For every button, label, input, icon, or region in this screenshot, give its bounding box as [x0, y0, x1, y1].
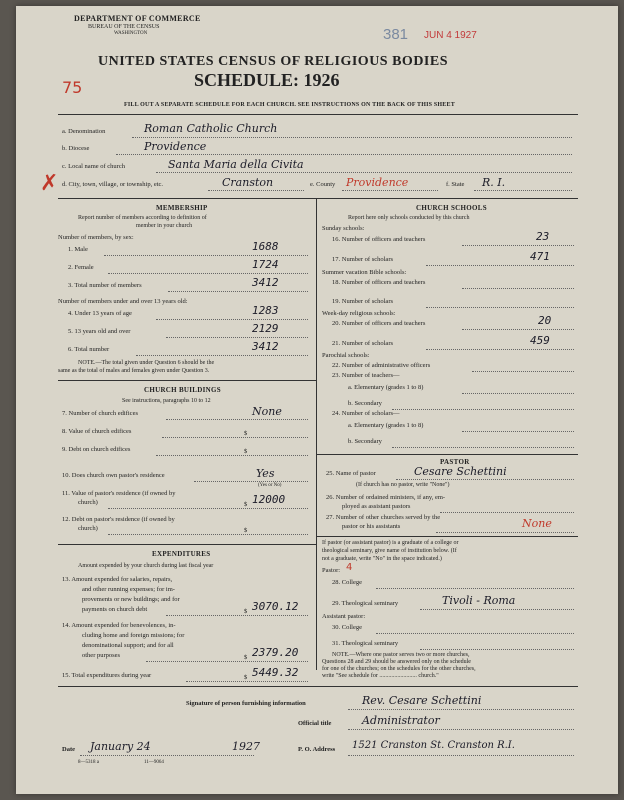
- q27-value[interactable]: None: [522, 517, 552, 530]
- q27-line: [436, 532, 574, 533]
- q7-value[interactable]: None: [252, 405, 282, 418]
- form-number: 8—5318 a: [78, 760, 99, 765]
- q15-value[interactable]: 5449.32: [252, 666, 299, 679]
- column-divider: [316, 198, 317, 670]
- q2-label: 2. Female: [68, 264, 94, 271]
- q15-line: [186, 681, 308, 682]
- membership-note1: NOTE.—The total given under Question 6 should be the: [78, 360, 215, 366]
- q15-label: 15. Total expenditures during year: [62, 672, 152, 679]
- q25-line: [396, 479, 574, 480]
- q26-line: [440, 512, 574, 513]
- pastor-note2: Questions 28 and 29 should be answered only on the schedule: [322, 659, 471, 665]
- local-name-label: c. Local name of church: [62, 163, 125, 170]
- diocese-label: b. Diocese: [62, 145, 90, 152]
- pastor-mark: 4: [346, 562, 353, 573]
- q4-line: [156, 319, 308, 320]
- divider: [58, 198, 578, 199]
- q1-line: [104, 255, 308, 256]
- q30-line: [376, 633, 574, 634]
- q18-line: [462, 288, 574, 289]
- received-date-stamp: JUN 4 1927: [424, 30, 477, 41]
- membership-note2: same as the total of males and females given under Question 3.: [58, 368, 210, 374]
- date-label: Date: [62, 746, 75, 753]
- divider: [58, 544, 316, 545]
- q13-value[interactable]: 3070.12: [252, 600, 299, 613]
- pastor-note1: NOTE.—Where one pastor serves two or more churches,: [332, 652, 470, 658]
- q14-label-a: 14. Amount expended for benevolences, in-: [62, 622, 176, 629]
- q29-line: [420, 609, 574, 610]
- q2-line: [108, 273, 308, 274]
- q1-label: 1. Male: [68, 246, 88, 253]
- q5-line: [166, 337, 308, 338]
- divider: [316, 536, 578, 537]
- q24-label: 24. Number of scholars—: [332, 410, 400, 417]
- q20-label: 20. Number of officers and teachers: [332, 320, 426, 327]
- q24b-line: [392, 447, 574, 448]
- date-line: [80, 755, 254, 756]
- q2-value[interactable]: 1724: [252, 258, 279, 271]
- q7-line: [166, 419, 308, 420]
- official-title-line: [348, 729, 574, 730]
- sunday-label: Sunday schools:: [322, 225, 365, 232]
- q6-label: 6. Total number: [68, 346, 110, 353]
- q22-line: [472, 371, 574, 372]
- state-value[interactable]: R. I.: [482, 176, 506, 189]
- stamp-number: 381: [383, 26, 409, 43]
- bureau-header: BUREAU OF THE CENSUS: [88, 24, 160, 30]
- q12-line: [108, 534, 308, 535]
- date-value[interactable]: January 24: [90, 740, 151, 753]
- q19-label: 19. Number of scholars: [332, 298, 394, 305]
- q14-label-d: other purposes: [82, 652, 121, 659]
- q11-value[interactable]: 12000: [252, 493, 286, 506]
- local-name-value[interactable]: Santa Maria della Civita: [168, 158, 304, 171]
- diocese-line: [116, 154, 572, 155]
- q13-label-a: 13. Amount expended for salaries, repairs,: [62, 576, 173, 583]
- graduate-note3: not a graduate, write "No" in the space indicated.): [322, 556, 442, 562]
- weekday-label: Week-day religious schools:: [322, 310, 396, 317]
- q20-line: [462, 329, 574, 330]
- divider: [58, 380, 316, 381]
- q31-label: 31. Theological seminary: [332, 640, 399, 647]
- county-label: e. County: [310, 181, 336, 188]
- graduate-note2: theological seminary, give name of institution below. (If: [322, 548, 457, 554]
- q3-label: 3. Total number of members: [68, 282, 142, 289]
- q10-label: 10. Does church own pastor's residence: [62, 472, 165, 479]
- q24b-label: b. Secondary: [348, 438, 382, 445]
- q16-value[interactable]: 23: [536, 230, 550, 243]
- margin-mark: 75: [62, 78, 83, 97]
- q17-label: 17. Number of scholars: [332, 256, 394, 263]
- city-label: d. City, town, village, or township, etc.: [62, 181, 164, 188]
- q12-label-b: church): [78, 525, 98, 532]
- dollar-sign: $: [244, 674, 248, 681]
- q27-label-b: pastor or his assistants: [342, 523, 401, 530]
- q6-line: [136, 355, 308, 356]
- q25-label: 25. Name of pastor: [326, 470, 376, 477]
- yes-no-hint: (Yes or No): [258, 483, 282, 488]
- q9-label: 9. Debt on church edifices: [62, 446, 131, 453]
- official-title-label: Official title: [298, 720, 332, 727]
- parochial-label: Parochial schools:: [322, 352, 370, 359]
- q14-value[interactable]: 2379.20: [252, 646, 299, 659]
- by-sex-label: Number of members, by sex:: [58, 234, 134, 241]
- divider: [316, 454, 578, 455]
- dollar-sign: $: [244, 654, 248, 661]
- q28-line: [376, 588, 574, 589]
- q16-line: [462, 245, 574, 246]
- q26-label-b: ployed as assistant pastors: [342, 503, 411, 510]
- q11-label-a: 11. Value of pastor's residence (if owned by: [62, 490, 176, 497]
- q23b-label: b. Secondary: [348, 400, 382, 407]
- q26-label-a: 26. Number of ordained ministers, if any, em-: [326, 494, 446, 501]
- q13-label-b: and other running expenses; for im-: [82, 586, 175, 593]
- denomination-value[interactable]: Roman Catholic Church: [144, 122, 278, 135]
- check-mark: ✗: [40, 171, 59, 196]
- dollar-sign: $: [244, 448, 248, 455]
- schedule-title: SCHEDULE: 1926: [194, 70, 340, 90]
- q13-label-d: payments on church debt: [82, 606, 148, 613]
- q29-value[interactable]: Tivoli - Roma: [442, 594, 516, 607]
- state-label: f. State: [446, 181, 465, 188]
- county-line: [342, 190, 438, 191]
- q7-label: 7. Number of church edifices: [62, 410, 138, 417]
- signature-value[interactable]: Rev. Cesare Schettini: [362, 694, 482, 707]
- q28-label: 28. College: [332, 579, 362, 586]
- buildings-sub: See instructions, paragraphs 10 to 12: [122, 398, 211, 404]
- divider: [58, 686, 578, 687]
- q17-value[interactable]: 471: [530, 250, 550, 263]
- official-title-value[interactable]: Administrator: [362, 714, 440, 727]
- q10-value[interactable]: Yes: [256, 467, 275, 480]
- q21-label: 21. Number of scholars: [332, 340, 394, 347]
- q5-value[interactable]: 2129: [252, 322, 279, 335]
- q10-line: [194, 481, 308, 482]
- state-line: [474, 190, 572, 191]
- local-name-line: [156, 172, 572, 173]
- q25-value[interactable]: Cesare Schettini: [414, 465, 507, 478]
- address-value[interactable]: 1521 Cranston St. Cranston R.I.: [352, 740, 515, 751]
- q17-line: [426, 265, 574, 266]
- schools-heading: CHURCH SCHOOLS: [416, 204, 487, 212]
- q14-label-b: cluding home and foreign missions; for: [82, 632, 185, 639]
- instruction-line: FILL OUT A SEPARATE SCHEDULE FOR EACH CHURCH. SEE INSTRUCTIONS ON THE BACK OF THIS SHEET: [124, 102, 455, 108]
- q3-line: [168, 291, 308, 292]
- q23b-line: [392, 409, 574, 410]
- address-label: P. O. Address: [298, 746, 336, 753]
- q22-label: 22. Number of administrative officers: [332, 362, 431, 369]
- q3-value[interactable]: 3412: [252, 276, 279, 289]
- q23-label: 23. Number of teachers—: [332, 372, 400, 379]
- membership-sub2: member in your church: [136, 223, 193, 229]
- q13-label-c: provements or new buildings; and for: [82, 596, 180, 603]
- q21-value[interactable]: 459: [530, 334, 550, 347]
- denomination-line: [132, 137, 572, 138]
- membership-sub1: Report number of members according to definition of: [78, 215, 207, 221]
- city-line: [208, 190, 304, 191]
- form-title: UNITED STATES CENSUS OF RELIGIOUS BODIES: [98, 54, 449, 69]
- graduate-note1: If pastor (or assistant pastor) is a graduate of a college or: [322, 540, 459, 546]
- divider: [58, 114, 578, 115]
- q11-line: [108, 508, 308, 509]
- pastor-note3: for one of the churches; on the schedules for the other churches,: [322, 666, 476, 672]
- q4-value[interactable]: 1283: [252, 304, 279, 317]
- q19-line: [426, 307, 574, 308]
- assistant-label: Assistant pastor:: [322, 613, 366, 620]
- city-value[interactable]: Cranston: [222, 176, 274, 189]
- dollar-sign: $: [244, 501, 248, 508]
- census-form: [16, 6, 618, 794]
- q14-line: [146, 661, 308, 662]
- q8-label: 8. Value of church edifices: [62, 428, 132, 435]
- diocese-value[interactable]: Providence: [144, 140, 207, 153]
- q9-line: [156, 455, 308, 456]
- q24a-line: [462, 431, 574, 432]
- q12-label-a: 12. Debt on pastor's residence (if owned by: [62, 516, 175, 523]
- department-header: DEPARTMENT OF COMMERCE: [74, 14, 201, 23]
- pastor-sub-label: Pastor:: [322, 567, 341, 574]
- q29-label: 29. Theological seminary: [332, 600, 399, 607]
- q24a-label: a. Elementary (grades 1 to 8): [348, 422, 424, 429]
- denomination-label: a. Denomination: [62, 128, 106, 135]
- q27-label-a: 27. Number of other churches served by the: [326, 514, 441, 521]
- dollar-sign: $: [244, 608, 248, 615]
- buildings-heading: CHURCH BUILDINGS: [144, 386, 221, 394]
- expenditures-heading: EXPENDITURES: [152, 550, 211, 558]
- by-age-label: Number of members under and over 13 years old:: [58, 298, 188, 305]
- q21-line: [426, 349, 574, 350]
- q16-label: 16. Number of officers and teachers: [332, 236, 426, 243]
- signature-line: [348, 709, 574, 710]
- q25-note: (If church has no pastor, write "None"): [356, 482, 450, 488]
- q23a-label: a. Elementary (grades 1 to 8): [348, 384, 424, 391]
- q4-label: 4. Under 13 years of age: [68, 310, 132, 317]
- q6-value[interactable]: 3412: [252, 340, 279, 353]
- q8-line: [162, 437, 308, 438]
- signature-label: Signature of person furnishing information: [186, 700, 306, 707]
- q13-line: [166, 615, 308, 616]
- membership-heading: MEMBERSHIP: [156, 204, 208, 212]
- q1-value[interactable]: 1688: [252, 240, 279, 253]
- washington-header: WASHINGTON: [114, 31, 148, 36]
- year-value[interactable]: 1927: [232, 740, 260, 753]
- q11-label-b: church): [78, 499, 98, 506]
- q14-label-c: denominational support; and for all: [82, 642, 174, 649]
- q5-label: 5. 13 years old and over: [68, 328, 131, 335]
- pastor-heading: PASTOR: [440, 458, 470, 466]
- address-line: [348, 755, 574, 756]
- pastor-note4: write "See schedule for ......................... church.": [322, 673, 439, 679]
- county-value[interactable]: Providence: [346, 176, 409, 189]
- expenditures-sub: Amount expended by your church during last fiscal year: [78, 563, 214, 569]
- schools-sub: Report here only schools conducted by this church: [348, 215, 470, 221]
- q18-label: 18. Number of officers and teachers: [332, 279, 426, 286]
- q31-line: [420, 649, 574, 650]
- q20-value[interactable]: 20: [538, 314, 552, 327]
- q23a-line: [462, 393, 574, 394]
- summer-label: Summer vacation Bible schools:: [322, 269, 407, 276]
- form-number-2: 11—9064: [144, 760, 164, 765]
- dollar-sign: $: [244, 527, 248, 534]
- q30-label: 30. College: [332, 624, 362, 631]
- dollar-sign: $: [244, 430, 248, 437]
